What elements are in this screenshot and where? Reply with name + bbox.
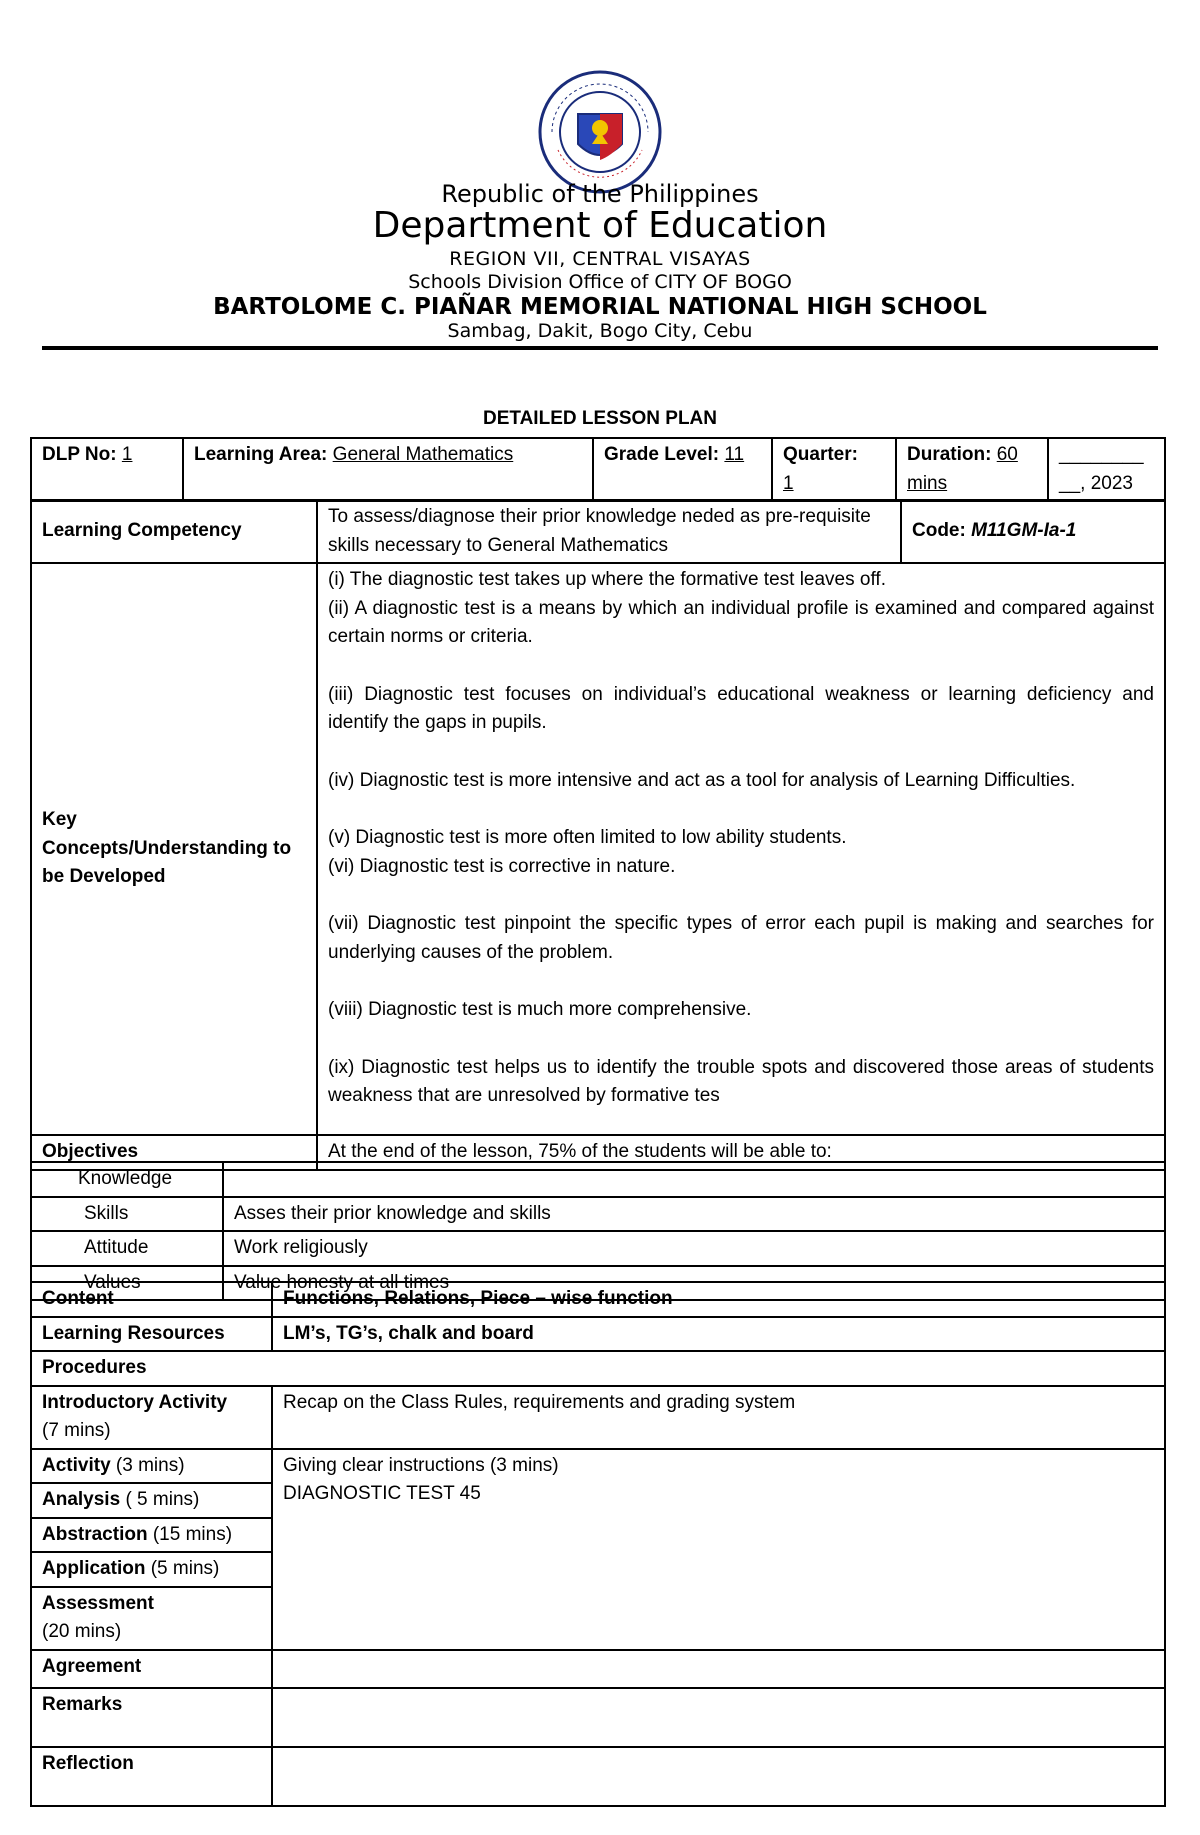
key-concept-item: (ix) Diagnostic test helps us to identify the trouble spots and discovered those areas of students weakness that are unresolved by formative tes: [328, 1056, 1154, 1106]
key-concept-item: (iii) Diagnostic test focuses on individual’s educational weakness or learning deficiency and identify the gaps in pupils.: [328, 683, 1154, 733]
key-concept-item: (ii) A diagnostic test is a means by which an individual profile is examined and compared against certain norms or criteria.: [328, 597, 1154, 647]
code-value: M11GM-Ia-1: [971, 520, 1077, 542]
dlp-label: DLP No:: [42, 444, 117, 465]
key-concepts-label: Key Concepts/Understanding to be Developed: [31, 563, 317, 1135]
region-heading: REGION VII, CENTRAL VISAYAS: [449, 248, 751, 270]
agreement-label: Agreement: [31, 1650, 272, 1688]
header-divider: [42, 346, 1158, 350]
document-title: DETAILED LESSON PLAN: [483, 408, 717, 429]
activity-label-cell: [31, 1449, 272, 1484]
duration-unit: mins: [907, 472, 948, 494]
competency-code-cell: [901, 500, 1165, 563]
objectives-table: [30, 1161, 1166, 1301]
application-label-cell: [31, 1552, 272, 1587]
quarter-value: 1: [783, 472, 794, 494]
republic-heading: Republic of the Philippines: [441, 180, 759, 208]
remarks-label: Remarks: [31, 1688, 272, 1747]
date-year: , 2023: [1080, 472, 1133, 494]
learning-area-label: Learning Area:: [194, 444, 328, 465]
duration-label: Duration:: [907, 444, 992, 465]
analysis-label-cell: [31, 1483, 272, 1518]
assessment-label-cell: [31, 1587, 272, 1650]
learning-competency-label: Learning Competency: [31, 500, 317, 563]
key-concept-item: (i) The diagnostic test takes up where the formative test leaves off.: [328, 569, 886, 590]
intro-label: Introductory Activity: [42, 1391, 228, 1413]
competency-table: [30, 499, 1166, 1171]
grade-level-cell: [593, 438, 772, 501]
objective-label: Knowledge: [31, 1162, 223, 1197]
analysis-label: Analysis: [42, 1489, 121, 1510]
agreement-value: [272, 1650, 1165, 1688]
procedures-table: [30, 1281, 1166, 1807]
key-concept-item: (viii) Diagnostic test is much more comprehensive.: [328, 999, 752, 1020]
diagnostic-test-label: DIAGNOSTIC TEST 45: [283, 1483, 481, 1504]
date-blank-1: ________: [1059, 444, 1144, 465]
code-label: Code:: [912, 520, 966, 542]
objective-label: Values: [31, 1266, 223, 1301]
learning-resources-label: Learning Resources: [31, 1317, 272, 1352]
content-value: Functions, Relations, Piece – wise function: [272, 1282, 1165, 1317]
key-concept-item: (vi) Diagnostic test is corrective in nature.: [328, 855, 676, 877]
activity-instructions: Giving clear instructions (3 mins): [283, 1454, 559, 1476]
intro-time: (7 mins): [42, 1420, 111, 1441]
introductory-activity-value: Recap on the Class Rules, requirements and grading system: [272, 1386, 1165, 1449]
deped-seal-icon: [538, 70, 662, 194]
objectives-text: At the end of the lesson, 75% of the students will be able to:: [317, 1135, 1165, 1170]
division-heading: Schools Division Office of CITY OF BOGO: [408, 271, 792, 293]
key-concept-item: (vii) Diagnostic test pinpoint the specific types of error each pupil is making and searches for underlying causes of the problem.: [328, 913, 1154, 963]
date-cell: [1048, 438, 1165, 501]
dlp-value: 1: [121, 444, 133, 465]
analysis-time: ( 5 mins): [125, 1489, 200, 1510]
learning-competency-text: To assess/diagnose their prior knowledge neded as pre-requisite skills necessary to General Mathematics: [317, 500, 901, 563]
grade-level-value: 11: [724, 444, 745, 465]
activity-label: Activity: [42, 1454, 111, 1476]
objective-label: Attitude: [31, 1231, 223, 1266]
department-heading: Department of Education: [372, 205, 828, 246]
reflection-value: [272, 1747, 1165, 1806]
content-label: Content: [31, 1282, 272, 1317]
remarks-value: [272, 1688, 1165, 1747]
school-address: Sambag, Dakit, Bogo City, Cebu: [447, 320, 753, 342]
key-concept-item: (v) Diagnostic test is more often limited to low ability students.: [328, 827, 847, 848]
abstraction-label-cell: [31, 1518, 272, 1553]
objective-row: [31, 1197, 1165, 1232]
application-time: (5 mins): [150, 1558, 220, 1579]
activity-value-cell: [272, 1449, 1165, 1650]
application-label: Application: [42, 1558, 146, 1579]
grade-level-label: Grade Level:: [604, 444, 720, 465]
quarter-cell: [772, 438, 896, 501]
learning-area-cell: [183, 438, 593, 501]
dlp-cell: [31, 438, 183, 501]
activity-time: (3 mins): [115, 1454, 185, 1476]
objective-label: Skills: [31, 1197, 223, 1232]
key-concepts-list: [317, 563, 1165, 1135]
info-table: [30, 437, 1166, 502]
quarter-label: Quarter:: [783, 444, 858, 465]
objective-value: [223, 1162, 1165, 1197]
procedures-label: Procedures: [31, 1351, 1165, 1386]
introductory-activity-label: [31, 1386, 272, 1449]
key-concept-item: (iv) Diagnostic test is more intensive and act as a tool for analysis of Learning Difficulties.: [328, 769, 1076, 791]
assessment-label: Assessment: [42, 1592, 154, 1614]
objective-value: Work religiously: [223, 1231, 1165, 1266]
duration-cell: [896, 438, 1048, 501]
objective-value: Value honesty at all times: [223, 1266, 1165, 1301]
objectives-label: Objectives: [31, 1135, 317, 1170]
reflection-label: Reflection: [31, 1747, 272, 1806]
objective-row: [31, 1162, 1165, 1197]
learning-area-value: General Mathematics: [332, 444, 514, 465]
school-name: BARTOLOME C. PIAÑAR MEMORIAL NATIONAL HIGH SCHOOL: [213, 294, 987, 320]
duration-value: 60: [996, 444, 1018, 465]
abstraction-label: Abstraction: [42, 1523, 148, 1545]
objective-value: Asses their prior knowledge and skills: [223, 1197, 1165, 1232]
assessment-time: (20 mins): [42, 1621, 122, 1642]
objective-row: [31, 1231, 1165, 1266]
date-blank-2: __: [1059, 472, 1081, 494]
abstraction-time: (15 mins): [152, 1523, 233, 1545]
learning-resources-value: LM’s, TG’s, chalk and board: [272, 1317, 1165, 1352]
